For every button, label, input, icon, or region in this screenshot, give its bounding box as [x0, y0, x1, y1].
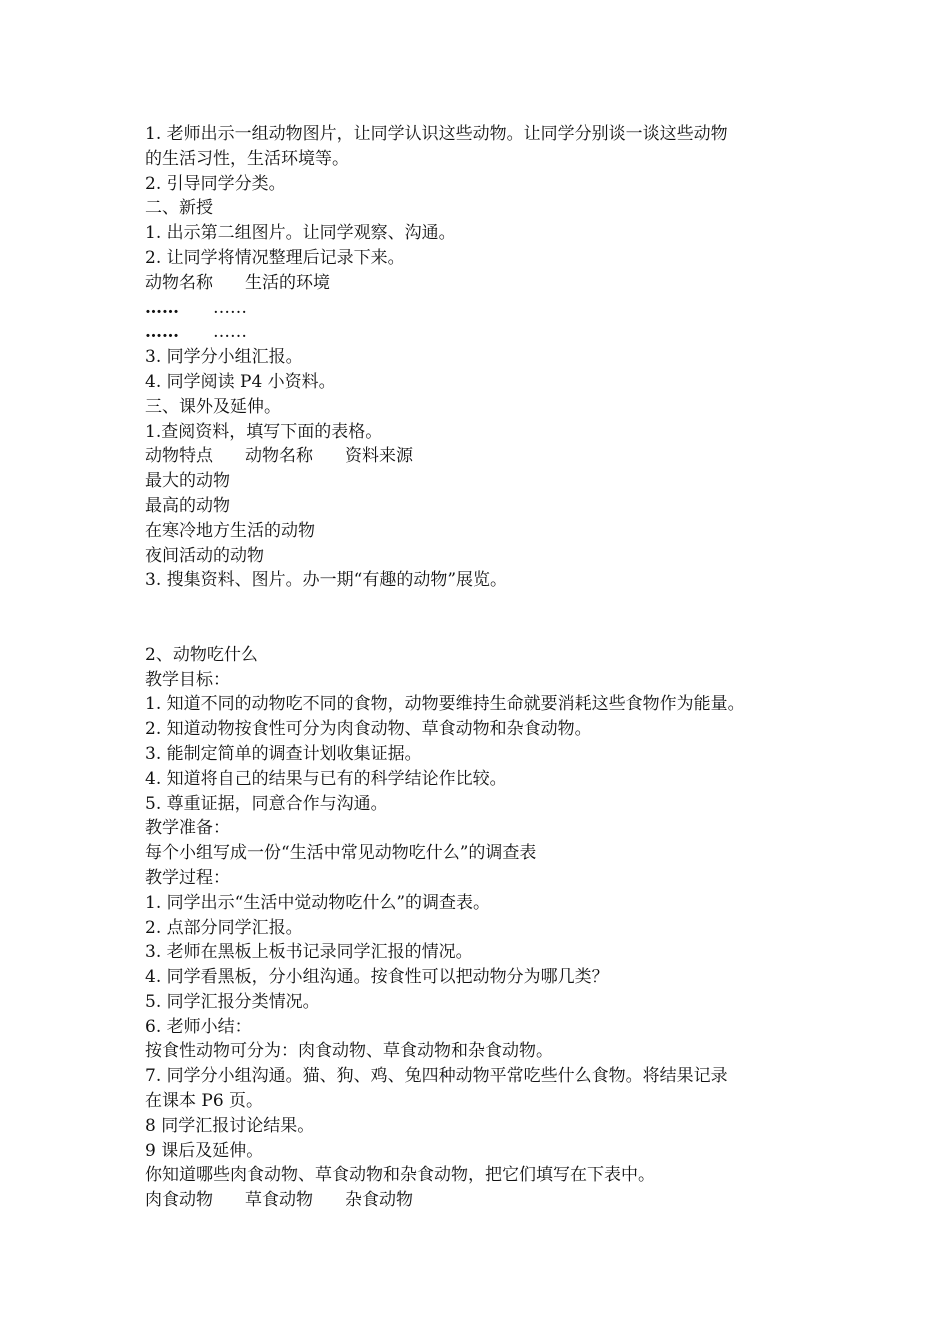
- section-spacer: [145, 593, 835, 643]
- table-header-cell: 肉食动物: [145, 1190, 213, 1211]
- text-line: 4. 同学阅读 P4 小资料。: [145, 371, 336, 392]
- text-line: 3. 搜集资料、图片。办一期“有趣的动物”展览。: [145, 570, 508, 591]
- lesson-title: 2、动物吃什么: [145, 644, 258, 665]
- process-step: 按食性动物可分为：肉食动物、草食动物和杂食动物。: [145, 1041, 553, 1062]
- goal-item: 3. 能制定简单的调查计划收集证据。: [145, 743, 422, 764]
- table-header-cell: 生活的环境: [245, 272, 330, 293]
- section-heading: 三、课外及延伸。: [145, 396, 281, 417]
- text-line: 2. 让同学将情况整理后记录下来。: [145, 247, 405, 268]
- table-cell: ……: [145, 297, 179, 318]
- process-step: 5. 同学汇报分类情况。: [145, 991, 320, 1012]
- goal-item: 1. 知道不同的动物吃不同的食物，动物要维持生命就要消耗这些食物作为能量。: [145, 694, 745, 715]
- prep-text: 每个小组写成一份“生活中常见动物吃什么”的调查表: [145, 843, 537, 864]
- process-step: 你知道哪些肉食动物、草食动物和杂食动物，把它们填写在下表中。: [145, 1165, 655, 1186]
- process-heading: 教学过程：: [145, 867, 230, 888]
- table-header-row: [145, 271, 835, 296]
- table-row: [145, 296, 835, 321]
- table-header-cell: 草食动物: [245, 1190, 313, 1211]
- table-row: 在寒冷地方生活的动物: [145, 520, 315, 541]
- goal-item: 5. 尊重证据，同意合作与沟通。: [145, 793, 388, 814]
- table-header-row: [145, 1188, 835, 1213]
- text-line: 1. 老师出示一组动物图片，让同学认识这些动物。让同学分别谈一谈这些动物: [145, 124, 728, 144]
- table-header-row: [145, 444, 835, 469]
- goals-heading: 教学目标：: [145, 669, 230, 690]
- process-step: 6. 老师小结：: [145, 1016, 252, 1037]
- process-step: 2. 点部分同学汇报。: [145, 917, 303, 938]
- text-line: 1. 出示第二组图片。让同学观察、沟通。: [145, 223, 456, 244]
- text-line: 3. 同学分小组汇报。: [145, 347, 303, 368]
- text-line: 2. 引导同学分类。: [145, 173, 286, 194]
- prep-heading: 教学准备：: [145, 818, 230, 839]
- table-cell: ……: [145, 322, 179, 343]
- table-header-cell: 杂食动物: [345, 1190, 413, 1211]
- goal-item: 4. 知道将自己的结果与已有的科学结论作比较。: [145, 768, 507, 789]
- table-row: 最大的动物: [145, 471, 230, 492]
- process-step: 1. 同学出示“生活中觉动物吃什么”的调查表。: [145, 892, 491, 913]
- process-step: 9 课后及延伸。: [145, 1140, 264, 1161]
- text-line: 1.查阅资料，填写下面的表格。: [145, 421, 383, 442]
- process-step: 在课本 P6 页。: [145, 1091, 264, 1112]
- document-page: [145, 122, 835, 1213]
- table-header-cell: 资料来源: [345, 446, 413, 467]
- table-cell: ……: [213, 297, 247, 318]
- process-step: 3. 老师在黑板上板书记录同学汇报的情况。: [145, 942, 473, 963]
- process-step: 8 同学汇报讨论结果。: [145, 1115, 315, 1136]
- table-row: [145, 320, 835, 345]
- table-row: 最高的动物: [145, 495, 230, 516]
- table-cell: ……: [213, 322, 247, 343]
- goal-item: 2. 知道动物按食性可分为肉食动物、草食动物和杂食动物。: [145, 719, 592, 740]
- table-header-cell: 动物特点: [145, 446, 213, 467]
- process-step: 7. 同学分小组沟通。猫、狗、鸡、兔四种动物平常吃些什么食物。将结果记录: [145, 1066, 728, 1087]
- table-row: 夜间活动的动物: [145, 545, 264, 566]
- table-header-cell: 动物名称: [145, 272, 213, 293]
- text-line: 的生活习性，生活环境等。: [145, 148, 349, 169]
- table-header-cell: 动物名称: [245, 446, 313, 467]
- section-heading: 二、新授: [145, 198, 213, 219]
- process-step: 4. 同学看黑板，分小组沟通。按食性可以把动物分为哪几类？: [145, 967, 609, 988]
